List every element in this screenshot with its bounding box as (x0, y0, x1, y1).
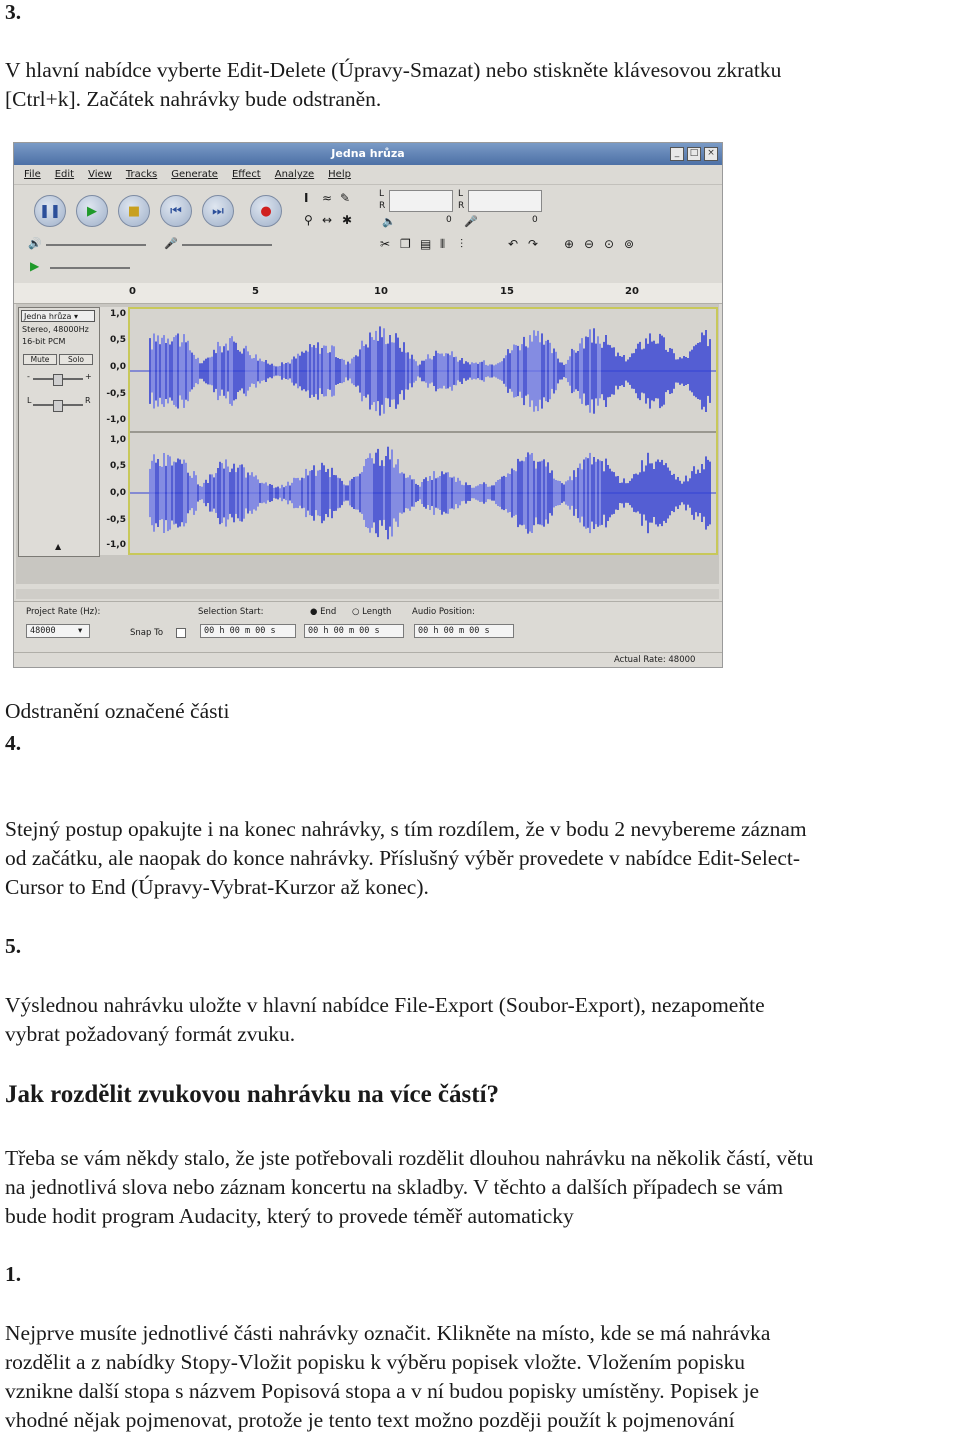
mic-volume-icon[interactable]: 🎤 (164, 237, 178, 250)
step3-text-line2: [Ctrl+k]. Začátek nahrávky bude odstraněn. (5, 87, 382, 111)
pause-button[interactable] (34, 195, 66, 227)
gain-slider-thumb[interactable] (53, 374, 63, 386)
track-name-menu[interactable]: Jedna hrůza ▾ (21, 310, 95, 322)
amp-label: -0,5 (106, 389, 126, 399)
menu-file[interactable]: File (24, 169, 41, 180)
silence-icon[interactable]: ⫶ (460, 237, 464, 251)
step1-text-line3: vznikne další stopa s názvem Popisová stopa a v ní budou popisky umístěny. Popisek je (5, 1379, 760, 1403)
redo-icon[interactable]: ↷ (528, 237, 539, 251)
step-number-4: 4. (5, 731, 22, 755)
audio-position-time: 00 h 00 m 00 s (418, 626, 490, 636)
project-rate-value: 48000 (30, 626, 56, 636)
step4-text-line3: Cursor to End (Úpravy-Vybrat-Kurzor až konec). (5, 875, 429, 899)
multi-tool-icon[interactable]: ✱ (342, 213, 353, 227)
track-name: Jedna hrůza (24, 312, 72, 321)
length-radio[interactable]: ○ Length (352, 607, 392, 617)
intro-line2: na jednotlivá slova nebo záznam koncertu na skladby. V těchto a dalších případech se vám (5, 1175, 784, 1199)
selection-start-label: Selection Start: (198, 607, 264, 617)
track-control-panel (18, 307, 100, 557)
figure-caption: Odstranění označené části (5, 699, 230, 723)
waveform-channel-left (130, 311, 716, 431)
amp-label: 1,0 (110, 435, 126, 445)
meter-right-label: R (379, 201, 386, 211)
speed-slider[interactable] (50, 267, 130, 269)
close-icon[interactable]: × (704, 147, 718, 161)
record-icon: ● (260, 203, 272, 219)
maximize-icon[interactable]: □ (687, 147, 701, 161)
skip-end-button[interactable] (202, 195, 234, 227)
menu-tracks[interactable]: Tracks (125, 169, 158, 180)
step-number-1: 1. (5, 1262, 22, 1286)
output-meter (389, 190, 453, 212)
stop-button[interactable] (118, 195, 150, 227)
zoom-out-icon[interactable]: ⊖ (584, 237, 595, 251)
step4-text-line1: Stejný postup opakujte i na konec nahrávky, s tím rozdílem, že v bodu 2 nevybereme záznam (5, 817, 807, 841)
mute-button[interactable]: Mute (23, 354, 57, 365)
horizontal-scrollbar[interactable] (16, 589, 719, 599)
cut-icon[interactable]: ✂ (380, 237, 391, 251)
envelope-tool-icon[interactable]: ≈ (322, 191, 333, 205)
ruler-tick: 0 (129, 286, 136, 297)
volume-slider[interactable] (46, 244, 146, 246)
speaker-icon[interactable]: 🔈 (382, 215, 396, 228)
amp-label: 0,5 (110, 461, 126, 471)
play-button[interactable] (76, 195, 108, 227)
fit-selection-icon[interactable]: ⊙ (604, 237, 615, 251)
zoom-in-icon[interactable]: ⊕ (564, 237, 575, 251)
gain-minus-label: - (27, 372, 30, 381)
amp-label: -1,0 (106, 415, 126, 425)
amp-label: -1,0 (106, 540, 126, 550)
play-icon: ▶ (87, 203, 97, 219)
step-number-5: 5. (5, 934, 22, 958)
menu-edit[interactable]: Edit (54, 169, 75, 180)
skip-start-button[interactable] (160, 195, 192, 227)
timeshift-tool-icon[interactable]: ↔ (322, 213, 333, 227)
menu-generate[interactable]: Generate (171, 169, 218, 180)
end-label: End (320, 607, 337, 617)
intro-line3: bude hodit program Audacity, který to provede téměř automaticky (5, 1204, 574, 1228)
selection-tool-icon[interactable]: I (304, 191, 309, 205)
ruler-tick: 5 (252, 286, 259, 297)
step5-text-line1: Výslednou nahrávku uložte v hlavní nabídce File-Export (Soubor-Export), nezapomeňte (5, 993, 765, 1017)
amp-label: 0,0 (110, 362, 126, 372)
minimize-icon[interactable]: _ (670, 147, 684, 161)
fit-project-icon[interactable]: ⊚ (624, 237, 635, 251)
end-radio[interactable]: ● End (310, 607, 337, 617)
track-format-line2: 16-bit PCM (22, 337, 66, 346)
zoom-tool-icon[interactable]: ⚲ (304, 213, 313, 227)
step1-text-line2: rozdělit a z nabídky Stopy-Vložit popisku k výběru popisek vložte. Vložením popisku (5, 1350, 746, 1374)
waveform-selection[interactable] (128, 307, 718, 555)
gain-plus-label: + (85, 372, 92, 381)
step-number-3: 3. (5, 0, 22, 24)
audacity-screenshot (13, 142, 723, 668)
track-format-line1: Stereo, 48000Hz (22, 325, 89, 334)
ruler-tick: 15 (500, 286, 514, 297)
input-volume-slider[interactable] (182, 244, 272, 246)
trim-icon[interactable]: ⫴ (440, 237, 446, 251)
audio-position-label: Audio Position: (412, 607, 475, 617)
skip-end-icon: ⏭ (212, 203, 224, 219)
amp-label: 1,0 (110, 309, 126, 319)
start-time: 00 h 00 m 00 s (204, 626, 276, 636)
input-meter-value: 0 (532, 215, 538, 225)
mic-icon[interactable]: 🎤 (464, 215, 478, 228)
dropdown-arrow-icon[interactable]: ▾ (78, 626, 83, 636)
pan-slider-thumb[interactable] (53, 400, 63, 412)
ruler-tick: 10 (374, 286, 388, 297)
section-heading: Jak rozdělit zvukovou nahrávku na více částí? (5, 1081, 500, 1108)
menu-bar (14, 165, 722, 185)
draw-tool-icon[interactable]: ✎ (340, 191, 351, 205)
menu-analyze[interactable]: Analyze (274, 169, 315, 180)
pan-left-label: L (27, 396, 32, 405)
step1-text-line1: Nejprve musíte jednotlivé části nahrávky označit. Klikněte na místo, kde se má nahrávka (5, 1321, 771, 1345)
meter-left-label-2: L (458, 189, 464, 199)
amp-label: 0,0 (110, 488, 126, 498)
pause-icon: ❚❚ (39, 203, 61, 219)
selection-toolbar (14, 601, 722, 652)
meter-right-label-2: R (458, 201, 465, 211)
amp-label: -0,5 (106, 515, 126, 525)
undo-icon[interactable]: ↶ (508, 237, 519, 251)
audio-position-field[interactable] (414, 624, 514, 638)
selection-end-field[interactable] (304, 624, 404, 638)
step5-text-line2: vybrat požadovaný formát zvuku. (5, 1022, 296, 1046)
collapse-track-icon[interactable]: ▲ (55, 542, 62, 551)
snap-to-checkbox[interactable] (176, 628, 186, 638)
pan-right-label: R (85, 396, 91, 405)
play-at-speed-icon[interactable]: ▶ (30, 259, 40, 273)
solo-button[interactable]: Solo (59, 354, 93, 365)
project-rate-label: Project Rate (Hz): (26, 607, 101, 617)
input-meter (468, 190, 542, 212)
status-bar (14, 652, 722, 668)
stop-icon: ■ (127, 203, 141, 219)
skip-start-icon: ⏮ (170, 203, 182, 219)
menu-view[interactable]: View (88, 169, 112, 180)
record-button[interactable] (250, 195, 282, 227)
amplitude-scale (100, 307, 128, 555)
amp-label: 0,5 (110, 335, 126, 345)
volume-icon[interactable]: 🔊 (28, 237, 42, 250)
step3-text-line1: V hlavní nabídce vyberte Edit-Delete (Úpravy-Smazat) nebo stiskněte klávesovou zkratku (5, 58, 782, 82)
copy-icon[interactable]: ❐ (400, 237, 411, 251)
output-meter-value: 0 (446, 215, 452, 225)
step4-text-line2: od začátku, ale naopak do konce nahrávky. Příslušný výběr provedete v nabídce Edit-Select- (5, 846, 801, 870)
timeline-ruler[interactable] (14, 283, 722, 304)
window-title: Jedna hrůza (331, 147, 405, 160)
intro-line1: Třeba se vám někdy stalo, že jste potřebovali rozdělit dlouhou nahrávku na několik částí, větu (5, 1146, 814, 1170)
snap-to-label: Snap To (130, 628, 164, 638)
menu-help[interactable]: Help (328, 169, 351, 180)
selection-start-field[interactable] (200, 624, 296, 638)
window-titlebar (14, 143, 722, 165)
waveform-channel-right (130, 433, 716, 553)
paste-icon[interactable]: ▤ (420, 237, 432, 251)
ruler-tick: 20 (625, 286, 639, 297)
length-label: Length (362, 607, 392, 617)
meter-left-label: L (379, 189, 385, 199)
actual-rate: Actual Rate: 48000 (614, 655, 696, 665)
end-time: 00 h 00 m 00 s (308, 626, 380, 636)
step1-text-line4: vhodné nějak pojmenovat, protože je tento text možno později použít k pojmenování (5, 1408, 735, 1432)
menu-effect[interactable]: Effect (231, 169, 261, 180)
